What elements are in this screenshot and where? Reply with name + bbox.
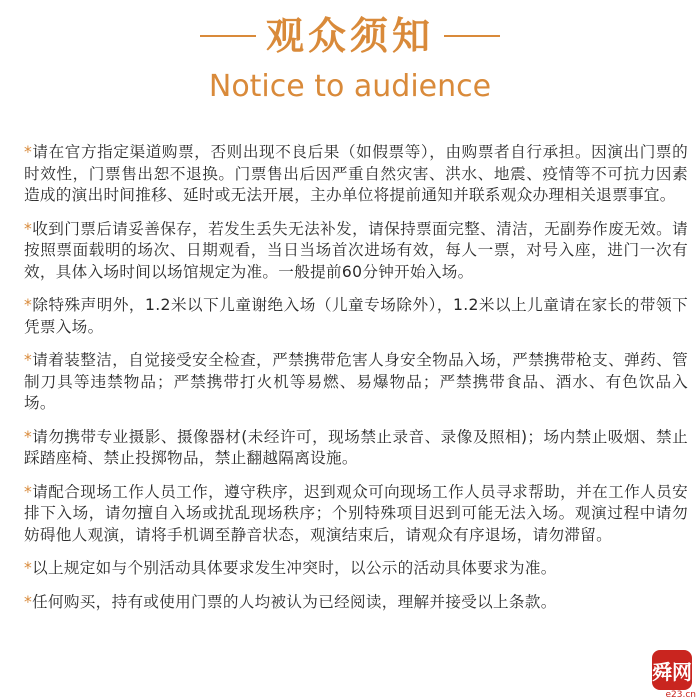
notice-text: 请着装整洁，自觉接受安全检查，严禁携带危害人身安全物品入场，严禁携带枪支、弹药、管制刀具等违禁物品；严禁携带打火机等易燃、易爆物品；严禁携带食品、酒水、有色饮品入场。 bbox=[24, 351, 688, 412]
bullet-mark: * bbox=[24, 351, 33, 369]
title-rule-left bbox=[200, 35, 256, 37]
notice-text: 请配合现场工作人员工作，遵守秩序，迟到观众可向现场工作人员寻求帮助，并在工作人员安排下入场，请勿擅自入场或扰乱现场秩序；个别特殊项目迟到可能无法入场。观演过程中请勿妨碍他人观演，请将手机调至静音状态，观演结束后，请观众有序退场，请勿滞留。 bbox=[24, 482, 688, 544]
notice-list bbox=[24, 142, 688, 625]
notice-item bbox=[24, 219, 688, 284]
bullet-mark: * bbox=[24, 427, 33, 446]
page-title: 观众须知 bbox=[265, 14, 434, 58]
notice-text: 收到门票后请妥善保存，若发生丢失无法补发，请保持票面完整、清洁，无副券作废无效。请按照票面载明的场次、日期观看，当日当场首次进场有效，每人一票，对号入座，进门一次有效，具体入场时间以场馆规定为准。一般提前60分钟开始入场。 bbox=[24, 219, 688, 281]
title-rule-right bbox=[444, 35, 500, 37]
notice-item bbox=[24, 350, 688, 415]
notice-text: 请在官方指定渠道购票，否则出现不良后果（如假票等），由购票者自行承担。因演出门票的时效性，门票售出恕不退换。门票售出后因严重自然灾害、洪水、地震、疫情等不可抗力因素造成的演出时间推移、延时或无法开展，主办单位将提前通知并联系观众办理相关退票事宜。 bbox=[24, 143, 688, 204]
bullet-mark: * bbox=[24, 482, 33, 501]
watermark-logo-icon: 舜网 bbox=[652, 650, 692, 690]
notice-item bbox=[24, 558, 688, 580]
notice-item bbox=[24, 592, 688, 614]
notice-text: 任何购买，持有或使用门票的人均被认为已经阅读，理解并接受以上条款。 bbox=[32, 592, 557, 611]
bullet-mark: * bbox=[24, 296, 33, 314]
notice-text: 除特殊声明外，1.2米以下儿童谢绝入场（儿童专场除外），1.2米以上儿童请在家长的带领下凭票入场。 bbox=[24, 296, 688, 336]
watermark-url: e23.cn bbox=[665, 690, 696, 700]
bullet-mark: * bbox=[24, 559, 33, 577]
notice-item bbox=[24, 295, 688, 338]
notice-text: 请勿携带专业摄影、摄像器材(未经许可，现场禁止录音、录像及照相)；场内禁止吸烟、禁止踩踏座椅、禁止投掷物品，禁止翻越隔离设施。 bbox=[24, 427, 688, 467]
notice-text: 以上规定如与个别活动具体要求发生冲突时，以公示的活动具体要求为准。 bbox=[32, 559, 557, 577]
title-row bbox=[0, 6, 700, 66]
bullet-mark: * bbox=[24, 143, 33, 161]
bullet-mark: * bbox=[24, 219, 33, 238]
notice-item bbox=[24, 427, 688, 470]
bullet-mark: * bbox=[24, 592, 33, 611]
page-subtitle: Notice to audience bbox=[208, 69, 492, 104]
notice-item bbox=[24, 142, 688, 207]
header bbox=[0, 6, 700, 106]
notice-item bbox=[24, 482, 688, 547]
